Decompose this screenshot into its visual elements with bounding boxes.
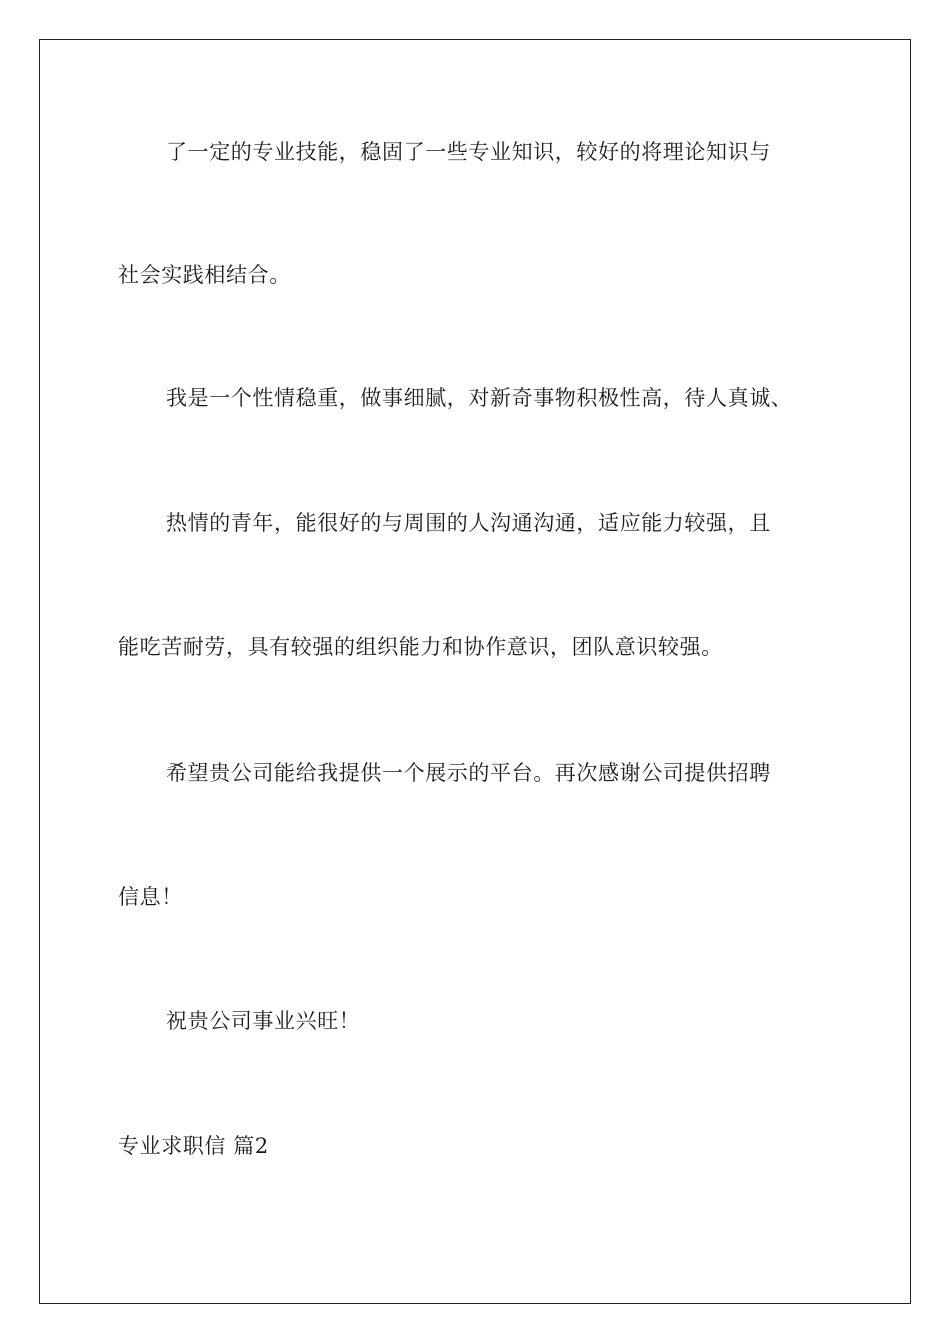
paragraph-line-7: 信息！ xyxy=(118,885,183,909)
paragraph-line-2: 社会实践相结合。 xyxy=(118,263,291,287)
paragraph-line-5: 能吃苦耐劳，具有较强的组织能力和协作意识，团队意识较强。 xyxy=(118,635,723,659)
paragraph-line-6: 希望贵公司能给我提供一个展示的平台。再次感谢公司提供招聘 xyxy=(166,761,771,785)
page-border xyxy=(39,39,911,1304)
section-heading: 专业求职信 篇2 xyxy=(118,1134,269,1158)
paragraph-line-4: 热情的青年，能很好的与周围的人沟通沟通，适应能力较强，且 xyxy=(166,511,771,535)
closing-line: 祝贵公司事业兴旺！ xyxy=(166,1009,361,1033)
paragraph-line-1: 了一定的专业技能，稳固了一些专业知识，较好的将理论知识与 xyxy=(166,140,771,164)
paragraph-line-3: 我是一个性情稳重，做事细腻，对新奇事物积极性高，待人真诚、 xyxy=(166,386,793,410)
